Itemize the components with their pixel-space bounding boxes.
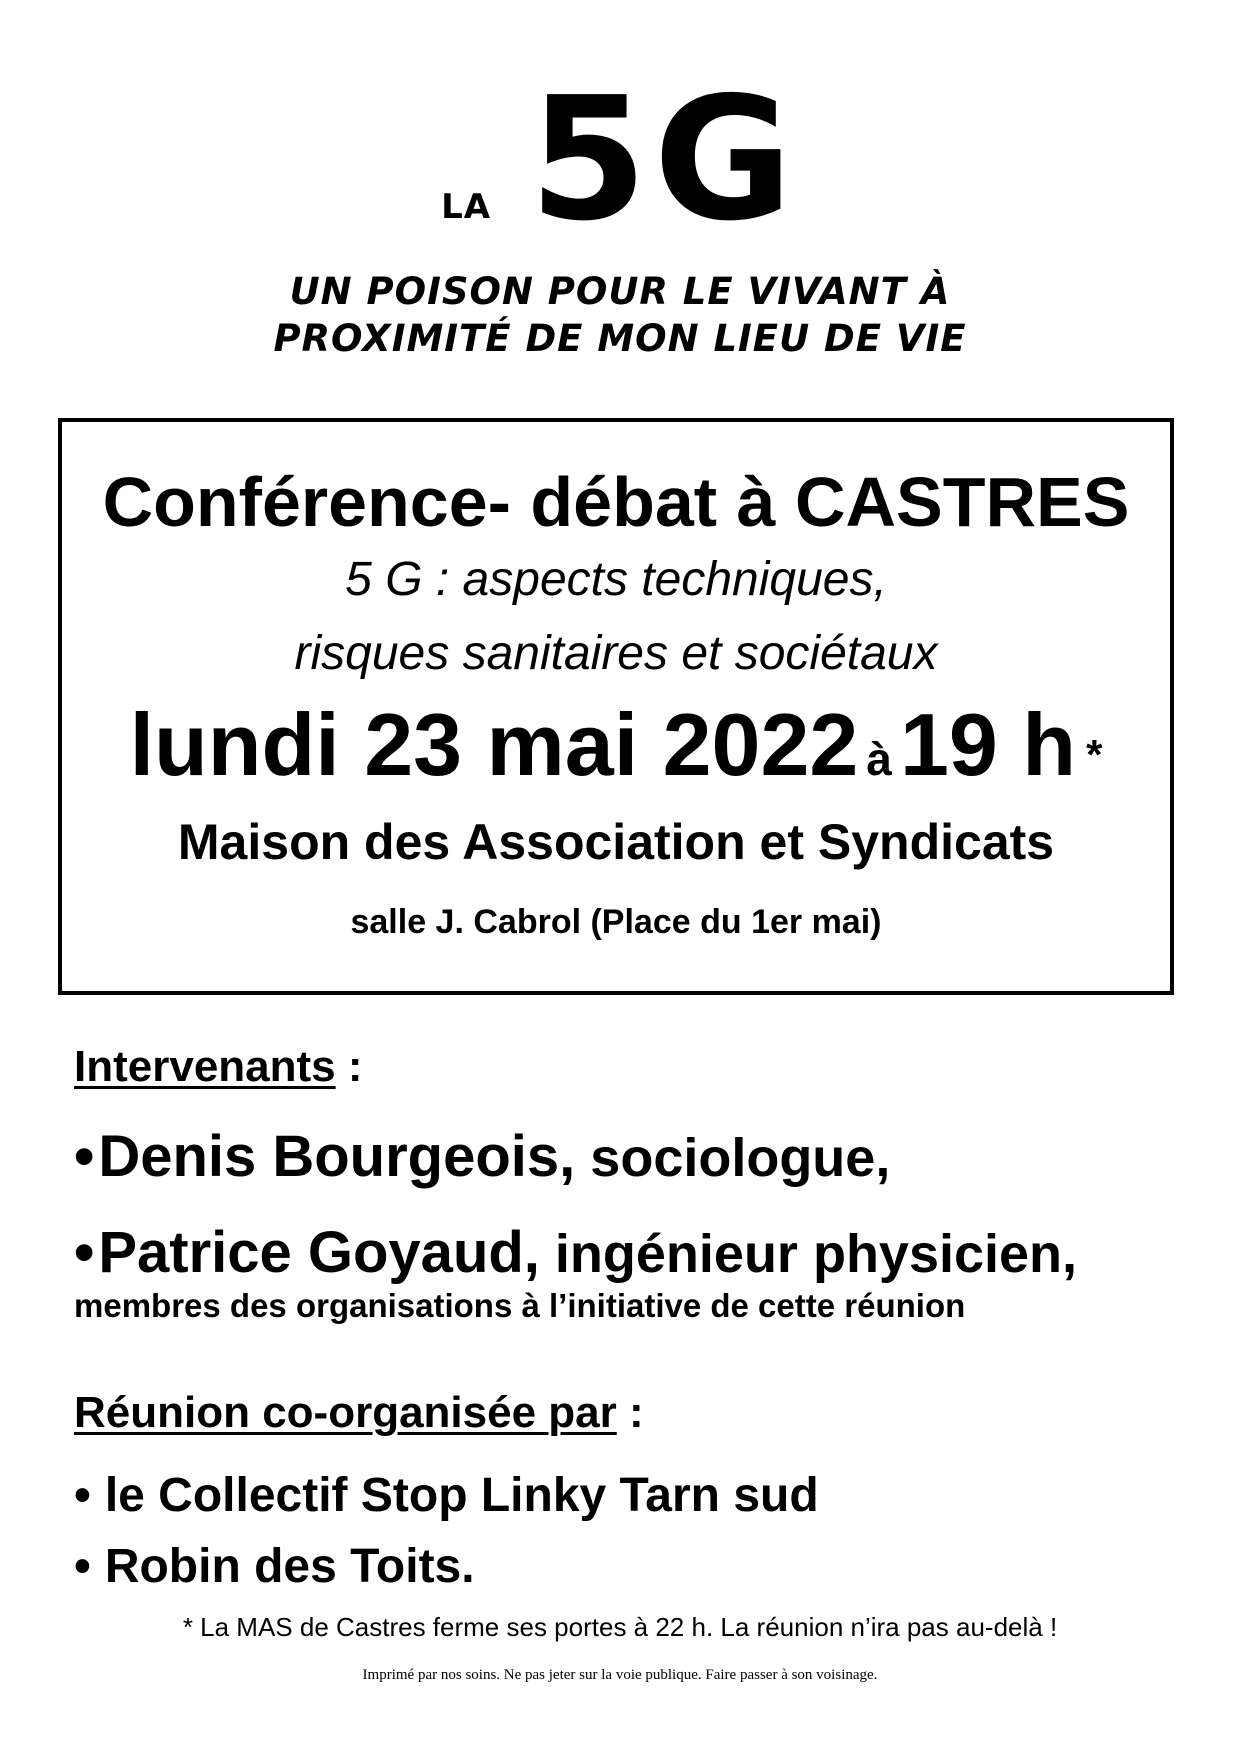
speaker-role: ingénieur physicien,: [539, 1224, 1078, 1284]
title-main: 5G: [529, 61, 799, 259]
organizer-item: [74, 1466, 1194, 1526]
event-topic-line-2: risques sanitaires et sociétaux: [294, 627, 938, 680]
speaker-name: Denis Bourgeois,: [98, 1124, 576, 1189]
event-datetime: [62, 690, 1170, 826]
imprint-notice: Imprimé par nos soins. Ne pas jeter sur la voie publique. Faire passer à son voisinage.: [362, 1667, 878, 1683]
subtitle-line-2: PROXIMITÉ DE MON LIEU DE VIE: [273, 317, 967, 360]
bullet-icon: •: [74, 1124, 95, 1189]
organizer-item: [74, 1537, 1194, 1597]
title-prefix: LA: [441, 187, 492, 227]
organizers-heading-label: Réunion co-organisée par: [74, 1388, 617, 1437]
poster-subtitle: [0, 268, 1240, 362]
bullet-icon: •: [74, 1220, 95, 1285]
organizers-heading-suffix: :: [616, 1388, 644, 1437]
event-time-asterisk: *: [1086, 730, 1103, 778]
poster-title: [0, 61, 1240, 259]
organizer-name: le Collectif Stop Linky Tarn sud: [104, 1469, 819, 1522]
event-topic-line-1: 5 G : aspects techniques,: [345, 553, 887, 606]
organizer-name: Robin des Toits.: [104, 1540, 475, 1593]
event-venue: Maison des Association et Syndicats: [177, 814, 1055, 870]
speaker-item: [74, 1218, 1194, 1289]
speakers-note: membres des organisations à l’initiative de cette réunion: [74, 1287, 966, 1324]
organizers-heading: [74, 1386, 1194, 1440]
event-date-connector: à: [866, 733, 892, 785]
bullet-icon: •: [74, 1469, 91, 1522]
event-title: Conférence- débat à CASTRES: [102, 463, 1130, 541]
speaker-role: sociologue,: [575, 1128, 891, 1188]
event-time: 19 h: [899, 695, 1077, 794]
footnote: * La MAS de Castres ferme ses portes à 22 h. La réunion n’ira pas au-delà !: [182, 1612, 1058, 1642]
event-box: [58, 418, 1174, 995]
speaker-item: [74, 1122, 1194, 1193]
speakers-heading: [74, 1040, 1194, 1094]
event-date: lundi 23 mai 2022: [129, 695, 859, 794]
event-room: salle J. Cabrol (Place du 1er mai): [350, 903, 882, 941]
subtitle-line-1: UN POISON POUR LE VIVANT À: [289, 270, 951, 313]
speakers-heading-suffix: :: [335, 1042, 363, 1091]
speakers-heading-label: Intervenants: [74, 1042, 336, 1091]
bullet-icon: •: [74, 1540, 91, 1593]
speaker-name: Patrice Goyaud,: [98, 1220, 540, 1285]
